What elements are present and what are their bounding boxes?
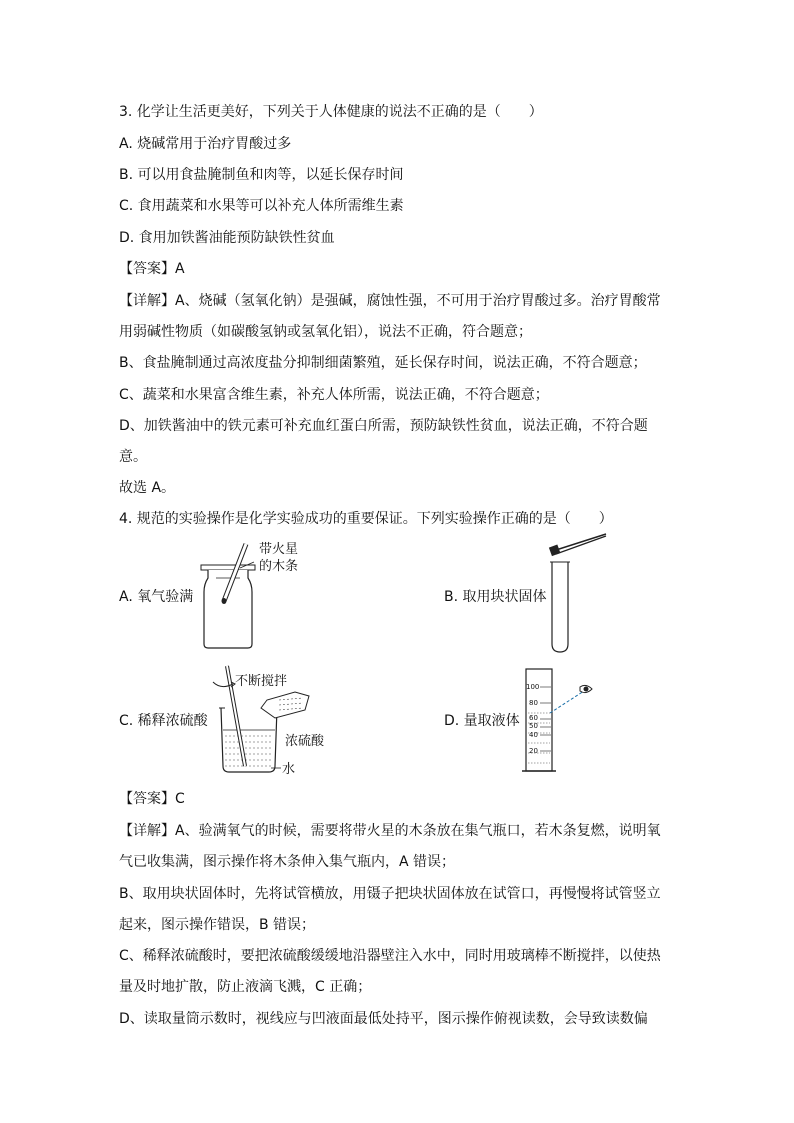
q3-option-b: B. 可以用食盐腌制鱼和肉等，以延长保存时间 — [119, 167, 404, 183]
q4-explanation-line: C、稀释浓硫酸时，要把浓硫酸缓缓地沿器壁注入水中，同时用玻璃棒不断搅拌，以使热 — [119, 948, 661, 964]
q3-answer: 【答案】A — [119, 261, 185, 277]
q3-option-c: C. 食用蔬菜和水果等可以补充人体所需维生素 — [119, 198, 404, 214]
q4-explanation-line: 量及时地扩散，防止液滴飞溅，C 正确； — [119, 979, 372, 995]
splint-label-line2: 的木条 — [259, 559, 299, 574]
acid-label: 浓硫酸 — [285, 734, 325, 749]
q3-explanation-line: C、蔬菜和水果富含维生素，补充人体所需，说法正确，不符合题意； — [119, 387, 549, 403]
q3-option-d: D. 食用加铁酱油能预防缺铁性贫血 — [119, 230, 335, 246]
cylinder-tick-label: 60 — [529, 714, 538, 722]
q3-stem: 3. 化学让生活更美好，下列关于人体健康的说法不正确的是（ ） — [119, 104, 543, 120]
q4-explanation-line: 气已收集满，图示操作将木条伸入集气瓶内，A 错误； — [119, 854, 456, 870]
q4-explanation-line: B、取用块状固体时，先将试管横放，用镊子把块状固体放在试管口，再慢慢将试管竖立 — [119, 886, 661, 902]
cylinder-tick-label: 100 — [526, 683, 540, 691]
q4-figure-a-caption: A. 氧气验满 — [119, 589, 194, 605]
cylinder-tick-label: 80 — [529, 699, 538, 707]
q3-option-a: A. 烧碱常用于治疗胃酸过多 — [119, 136, 292, 152]
q4-figure-c-caption: C. 稀释浓硫酸 — [119, 713, 208, 729]
q4-figure-b-caption: B. 取用块状固体 — [444, 589, 547, 605]
q3-explanation-line: 【详解】A、烧碱（氢氧化钠）是强碱，腐蚀性强，不可用于治疗胃酸过多。治疗胃酸常 — [119, 293, 661, 309]
test-tube-figure — [546, 530, 616, 660]
q4-explanation-line: 【详解】A、验满氧气的时候，需要将带火星的木条放在集气瓶口，若木条复燃，说明氧 — [119, 823, 661, 839]
q3-explanation-line: 意。 — [119, 449, 147, 465]
cylinder-tick-label: 50 — [529, 722, 538, 730]
cylinder-tick-label: 20 — [529, 747, 538, 755]
splint-label-line1: 带火星 — [259, 542, 299, 557]
q4-figure-d-caption: D. 量取液体 — [444, 713, 520, 729]
q3-explanation-line: D、加铁酱油中的铁元素可补充血红蛋白所需，预防缺铁性贫血，说法正确，不符合题 — [119, 418, 648, 434]
stir-label: 不断搅拌 — [235, 674, 288, 689]
q4-stem: 4. 规范的实验操作是化学实验成功的重要保证。下列实验操作正确的是（ ） — [119, 511, 613, 527]
q3-choice: 故选 A。 — [119, 480, 176, 496]
q4-explanation-line: D、读取量筒示数时，视线应与凹液面最低处持平，图示操作俯视读数，会导致读数偏 — [119, 1011, 648, 1027]
cylinder-tick-label: 40 — [529, 731, 538, 739]
q3-explanation-line: B、食盐腌制通过高浓度盐分抑制细菌繁殖，延长保存时间，说法正确，不符合题意； — [119, 355, 647, 371]
q4-answer: 【答案】C — [119, 791, 185, 807]
water-label: 水 — [282, 762, 296, 777]
q3-explanation-line: 用弱碱性物质（如碳酸氢钠或氢氧化铝），说法不正确，符合题意； — [119, 324, 532, 340]
q4-explanation-line: 起来，图示操作错误，B 错误； — [119, 917, 316, 933]
